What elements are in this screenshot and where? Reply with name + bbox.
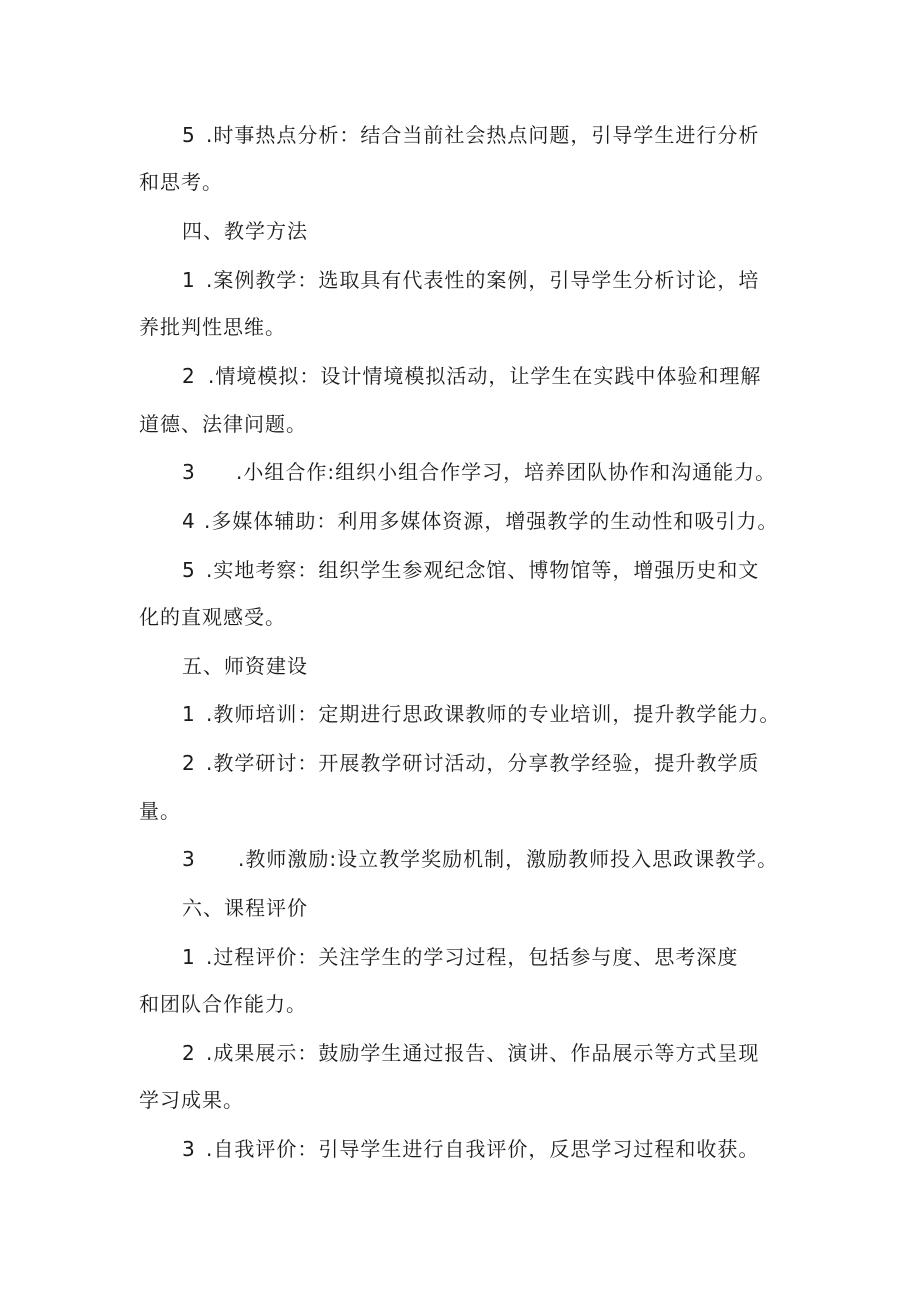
item-text: .实地考察：组织学生参观纪念馆、博物馆等，增强历史和文 (206, 558, 760, 582)
item-text: .小组合作:组织小组合作学习，培养团队协作和沟通能力。 (236, 460, 777, 484)
item-number: 1 (182, 268, 195, 292)
item-number: 4 (182, 509, 195, 533)
item-number: 2 (182, 751, 195, 775)
item-number: 2 (182, 1041, 195, 1065)
item-number: 2 (182, 364, 195, 388)
item-number: 1 (182, 702, 195, 726)
continuation-line (139, 990, 307, 1018)
item-number: 5 (182, 123, 195, 147)
item-number: 1 (182, 945, 195, 969)
item-text: 养批判性思维。 (139, 315, 286, 339)
item-line (182, 700, 780, 728)
item-line (182, 266, 759, 294)
item-text: 和团队合作能力。 (139, 992, 307, 1016)
item-text: .情境模拟：设计情境模拟活动，让学生在实践中体验和理解 (208, 364, 762, 388)
item-text: 化的直观感受。 (139, 605, 286, 629)
continuation-line (139, 168, 223, 196)
item-text: .时事热点分析：结合当前社会热点问题，引导学生进行分析 (206, 123, 760, 147)
item-line (182, 943, 738, 971)
item-number: 3 (182, 1137, 195, 1161)
continuation-line (139, 603, 286, 631)
item-line (182, 507, 778, 535)
item-text: .案例教学：选取具有代表性的案例，引导学生分析讨论，培 (206, 268, 760, 292)
item-line (182, 362, 761, 390)
item-text: .成果展示：鼓励学生通过报告、演讲、作品展示等方式呈现 (206, 1041, 760, 1065)
item-text: 学习成果。 (139, 1088, 244, 1112)
section-heading (182, 652, 308, 680)
section-title: 六、课程评价 (182, 896, 308, 920)
section-heading (182, 217, 308, 245)
continuation-line (139, 313, 286, 341)
continuation-line (139, 797, 181, 825)
continuation-line (139, 1086, 244, 1114)
item-line (182, 121, 759, 149)
item-text: .自我评价：引导学生进行自我评价，反思学习过程和收获。 (206, 1137, 760, 1161)
section-title: 四、教学方法 (182, 219, 308, 243)
item-line (182, 556, 759, 584)
item-number: 5 (182, 558, 195, 582)
section-heading (182, 894, 308, 922)
section-title: 五、师资建设 (182, 654, 308, 678)
item-text: .过程评价：关注学生的学习过程，包括参与度、思考深度 (206, 945, 739, 969)
item-line (182, 1135, 759, 1163)
item-number: 3 (182, 847, 195, 871)
item-text: .教师培训：定期进行思政课教师的专业培训，提升教学能力。 (206, 702, 781, 726)
item-line (182, 749, 759, 777)
item-text: 道德、法律问题。 (139, 412, 307, 436)
item-line (182, 458, 776, 486)
item-text: .教学研讨：开展教学研讨活动，分享教学经验，提升教学质 (206, 751, 760, 775)
item-text: .教师激励:设立教学奖励机制，激励教师投入思政课教学。 (238, 847, 779, 871)
continuation-line (139, 410, 307, 438)
item-text: .多媒体辅助：利用多媒体资源，增强教学的生动性和吸引力。 (204, 509, 779, 533)
item-text: 量。 (139, 799, 181, 823)
item-number: 3 (182, 460, 195, 484)
item-line (182, 1039, 759, 1067)
item-text: 和思考。 (139, 170, 223, 194)
item-line (182, 845, 778, 873)
